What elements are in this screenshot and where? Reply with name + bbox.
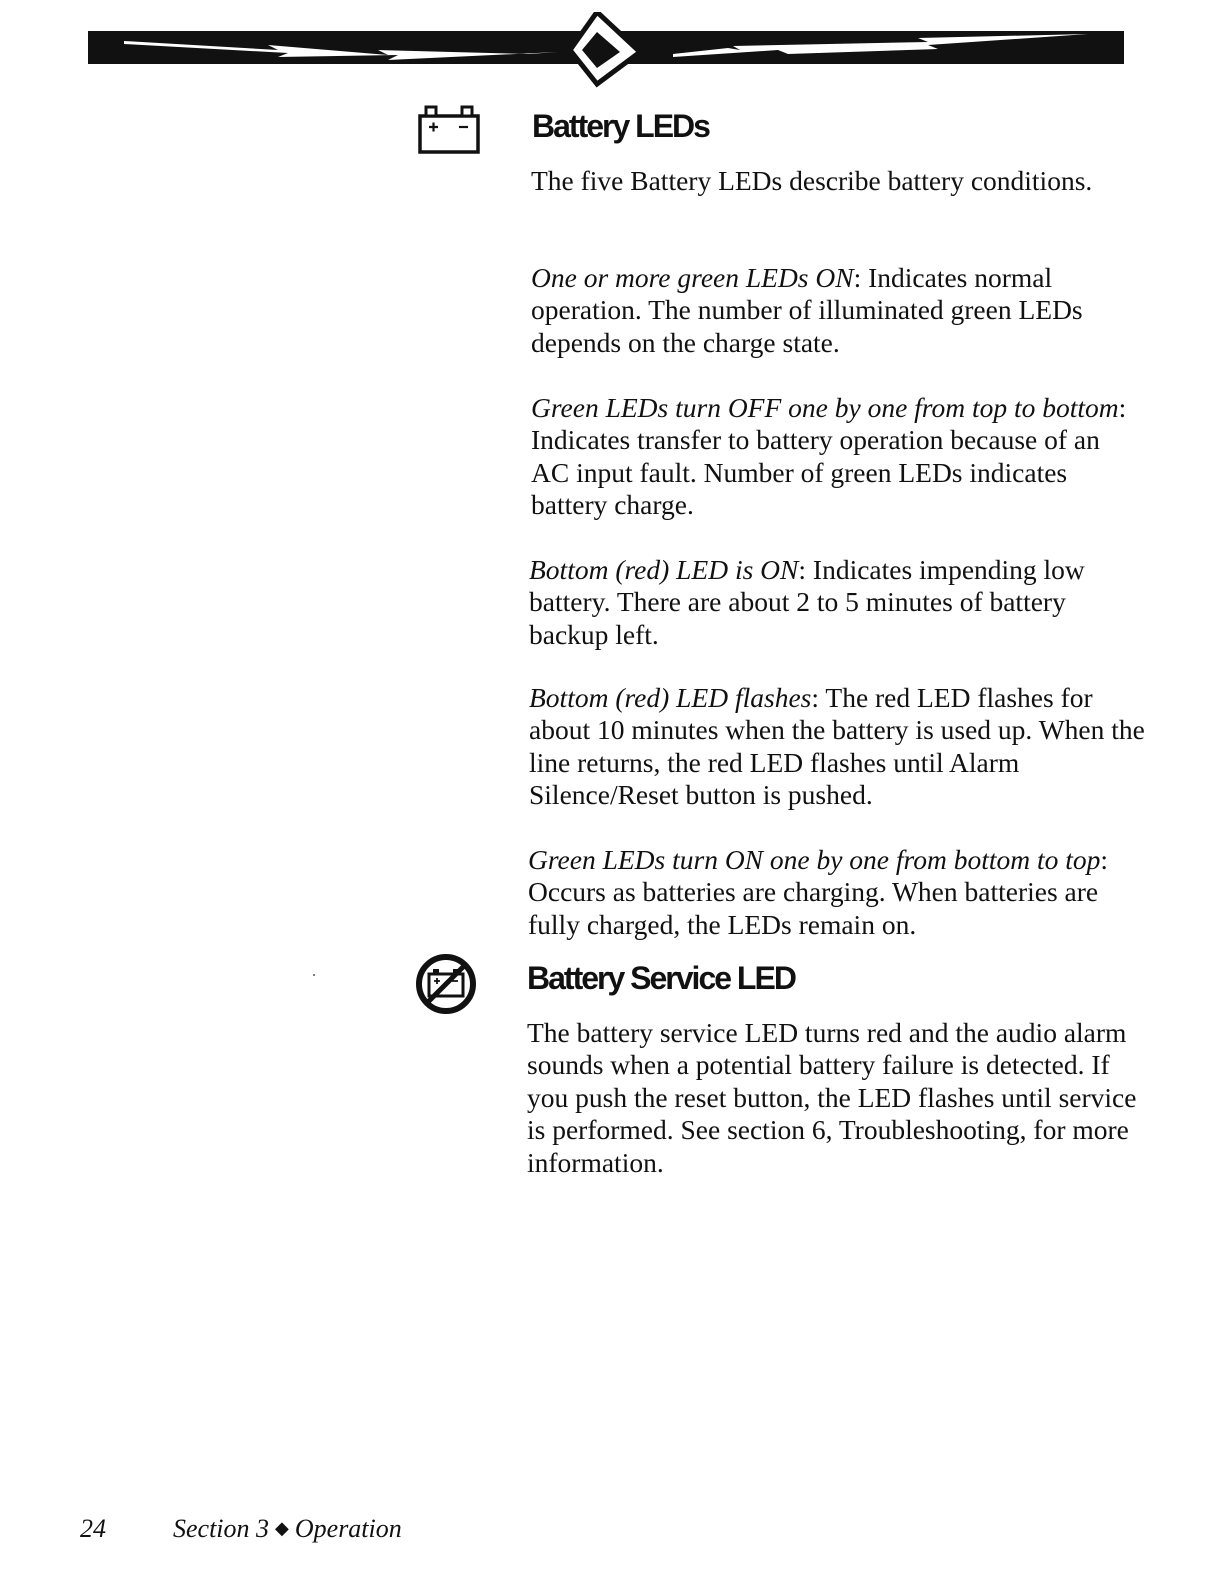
battery-leds-heading: Battery LEDs xyxy=(532,108,709,144)
led-description: One or more green LEDs ON: Indicates normal operation. The number of illuminated green LEDs depends on the charge state. xyxy=(531,262,1083,358)
battery-service-body: The battery service LED turns red and the audio alarm sounds when a potential battery failure is detected. If you push the reset button, the LED flashes until service is performed. See section 6, Troubleshooting, for more information. xyxy=(527,1017,1137,1178)
led-description: Green LEDs turn ON one by one from bottom to top: Occurs as batteries are charging. When batteries are fully charged, the LEDs remain on. xyxy=(528,844,1109,940)
description-text: Indicates normal operation. The number of illuminated green LEDs depends on the charge state. xyxy=(531,262,1083,358)
led-description: Bottom (red) LED flashes: The red LED flashes for about 10 minutes when the battery is used up. When the line returns, the red LED flashes until Alarm Silence/Reset button is pushed. xyxy=(529,682,1145,811)
description-term: Green LEDs turn OFF one by one from top to bottom xyxy=(531,392,1119,423)
scan-speck xyxy=(313,974,315,976)
description-term: Bottom (red) LED flashes xyxy=(529,682,812,713)
battery-service-led-heading: Battery Service LED xyxy=(527,960,795,996)
footer-section xyxy=(173,1514,402,1544)
page-number: 24 xyxy=(80,1514,106,1543)
led-description: Green LEDs turn OFF one by one from top to bottom: Indicates transfer to battery operation because of an AC input fault. Number of green LEDs indicates battery charge. xyxy=(531,392,1127,521)
description-text: Indicates transfer to battery operation because of an AC input fault. Number of green LEDs indicates battery charge. xyxy=(531,424,1100,521)
footer-section-label: Section 3 xyxy=(173,1514,270,1543)
footer-section-title: Operation xyxy=(294,1514,402,1543)
description-text: Indicates impending low battery. There are about 2 to 5 minutes of battery backup left. xyxy=(529,554,1085,650)
diamond-separator-icon: ◆ xyxy=(275,1518,289,1538)
led-description: Bottom (red) LED is ON: Indicates impending low battery. There are about 2 to 5 minutes of battery backup left. xyxy=(529,554,1085,650)
description-term: One or more green LEDs ON xyxy=(531,262,854,293)
description-text: The red LED flashes for about 10 minutes when the battery is used up. When the line returns, the red LED flashes until Alarm Silence/Reset button is pushed. xyxy=(529,682,1145,811)
battery-leds-intro: The five Battery LEDs describe battery conditions. xyxy=(531,165,1093,196)
header-banner xyxy=(88,12,1124,88)
description-text: Occurs as batteries are charging. When batteries are fully charged, the LEDs remain on. xyxy=(528,876,1099,940)
battery-icon xyxy=(416,104,482,156)
description-term: Bottom (red) LED is ON xyxy=(529,554,799,585)
description-term: Green LEDs turn ON one by one from bottom to top xyxy=(528,844,1101,875)
battery-service-icon xyxy=(414,952,480,1016)
